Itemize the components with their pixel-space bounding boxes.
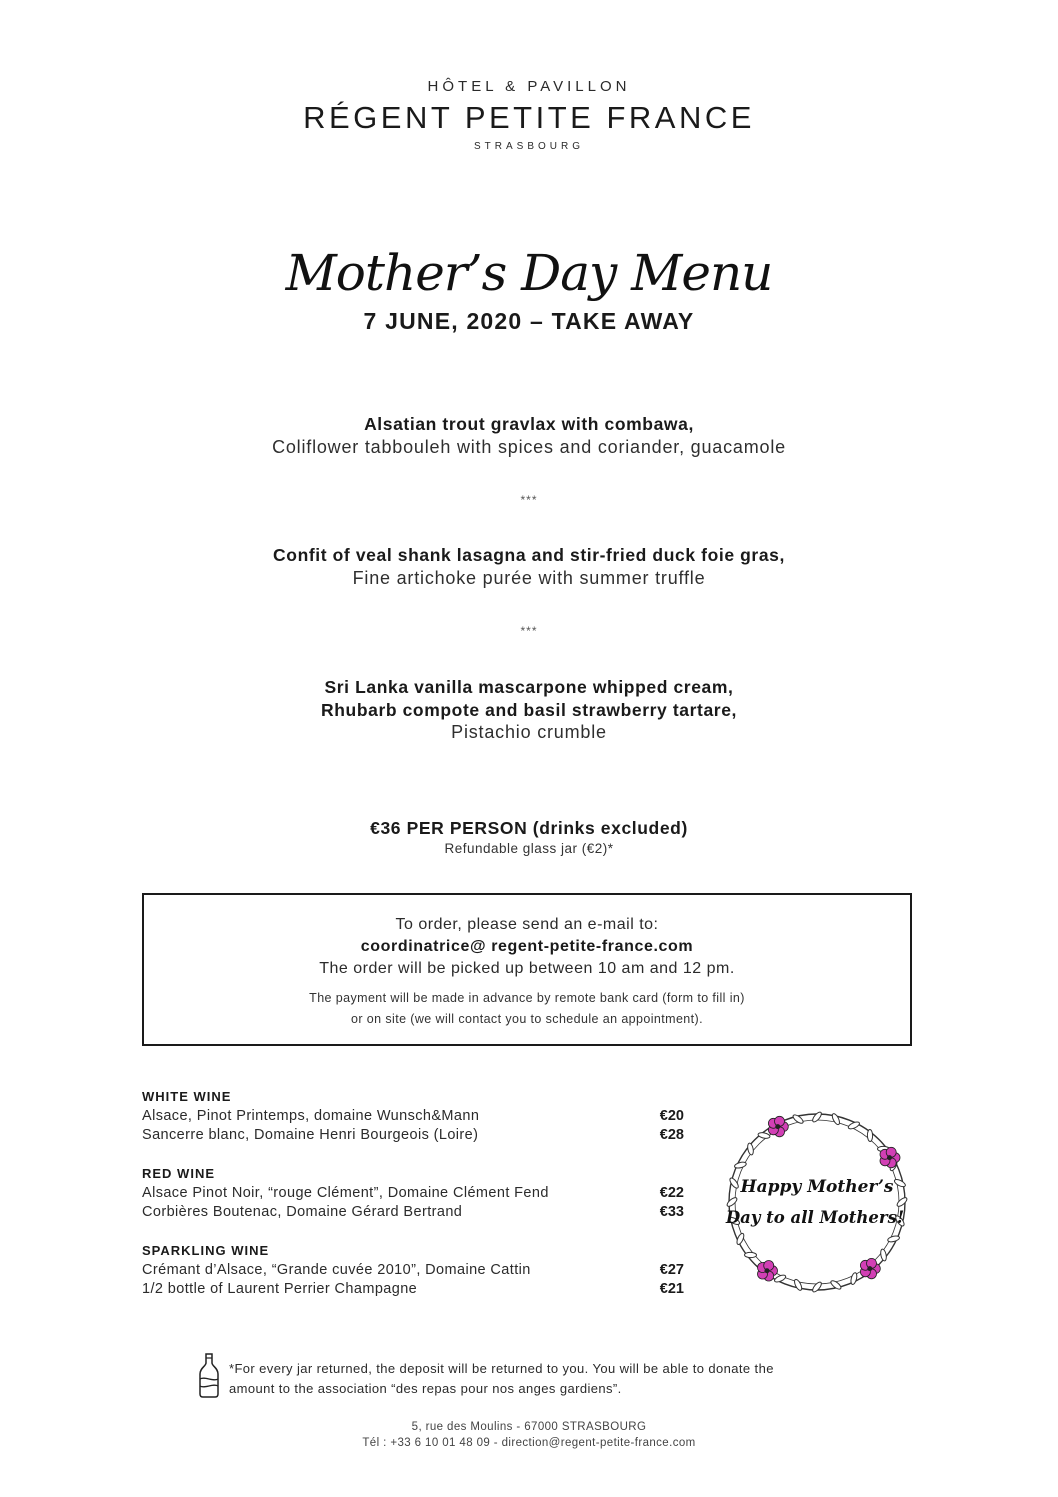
footnote-line1: *For every jar returned, the deposit will be returned to you. You will be able to donate the — [229, 1361, 774, 1376]
wreath-leaf — [793, 1278, 803, 1291]
wreath-text-line2: Day to all Mothers! — [725, 1208, 905, 1227]
dessert-title-line1: Sri Lanka vanilla mascarpone whipped cream, — [324, 677, 734, 697]
payment-info-line1: The payment will be made in advance by remote bank card (form to fill in) — [309, 991, 745, 1005]
bottle-icon — [196, 1352, 222, 1398]
wreath-leaf — [850, 1272, 858, 1285]
starter-title: Alsatian trout gravlax with combawa, — [364, 414, 694, 434]
course-separator: *** — [520, 624, 538, 638]
wreath-leaf — [896, 1196, 909, 1208]
starter-description: Coliflower tabbouleh with spices and coriander, guacamole — [272, 437, 786, 457]
wreath-leaf — [734, 1161, 747, 1169]
wreath-leaf — [747, 1143, 754, 1156]
payment-info-line2: or on site (we will contact you to schedule an appointment). — [351, 1012, 703, 1026]
wine-item-price: €20 — [659, 1108, 684, 1124]
wreath-leaf — [867, 1129, 872, 1141]
dessert-description: Pistachio crumble — [451, 722, 607, 742]
wreath-drawing — [712, 1102, 922, 1302]
wreath-leaf — [758, 1132, 771, 1139]
dessert-title-line2: Rhubarb compote and basil strawberry tartare, — [321, 700, 737, 720]
order-email-link[interactable]: coordinatrice@ regent-petite-france.com — [360, 938, 694, 955]
wreath-text-line1: Happy Mother’s — [740, 1177, 894, 1197]
logo-top-line: HÔTEL & PAVILLON — [427, 78, 631, 95]
wine-item-price: €22 — [659, 1185, 684, 1201]
wine-item-name: Sancerre blanc, Domaine Henri Bourgeois (Loire) — [142, 1127, 479, 1143]
wreath-leaf — [811, 1111, 823, 1124]
pickup-time: The order will be picked up between 10 am and 12 pm. — [319, 960, 735, 977]
logo-hotel-name: RÉGENT PETITE FRANCE — [303, 100, 755, 135]
wine-item-name: Crémant d’Alsace, “Grande cuvée 2010”, Domaine Cattin — [142, 1262, 531, 1278]
floral-wreath-icon — [712, 1102, 922, 1302]
wreath-leaf — [831, 1113, 841, 1126]
order-instruction: To order, please send an e-mail to: — [395, 916, 659, 933]
wreath-flower — [860, 1258, 880, 1278]
wine-item-price: €21 — [659, 1281, 684, 1297]
wine-item-price: €28 — [659, 1127, 684, 1143]
wine-item-name: 1/2 bottle of Laurent Perrier Champagne — [142, 1281, 418, 1297]
wreath-leaf — [726, 1196, 739, 1208]
wine-item-name: Corbières Boutenac, Domaine Gérard Bertrand — [142, 1204, 463, 1220]
sparkling-wine-heading: SPARKLING WINE — [142, 1243, 270, 1258]
address-line: 5, rue des Moulins - 67000 STRASBOURG — [411, 1421, 647, 1433]
order-info-box — [142, 893, 912, 1046]
logo-city: STRASBOURG — [473, 141, 584, 152]
main-course-description: Fine artichoke purée with summer truffle — [352, 568, 706, 588]
main-course-title: Confit of veal shank lasagna and stir-fried duck foie gras, — [273, 545, 785, 565]
wreath-leaf — [893, 1178, 906, 1188]
glass-jar-note: Refundable glass jar (€2)* — [444, 841, 614, 856]
page-subtitle: 7 JUNE, 2020 – TAKE AWAY — [363, 308, 695, 334]
wine-item-name: Alsace Pinot Noir, “rouge Clément”, Domaine Clément Fend — [142, 1185, 549, 1201]
wine-item-price: €33 — [659, 1204, 684, 1220]
wreath-leaf — [744, 1252, 756, 1257]
footnote-line2: amount to the association “des repas pour nos anges gardiens”. — [229, 1381, 622, 1396]
wreath-leaf — [811, 1281, 823, 1294]
contact-line[interactable]: Tél : +33 6 10 01 48 09 - direction@regent-petite-france.com — [362, 1437, 696, 1449]
wine-item-name: Alsace, Pinot Printemps, domaine Wunsch&Mann — [142, 1108, 480, 1124]
wreath-leaf — [880, 1249, 887, 1262]
wreath-flower — [758, 1261, 778, 1282]
red-wine-heading: RED WINE — [142, 1166, 215, 1181]
page-title: Mother’s Day Menu — [285, 244, 773, 302]
white-wine-heading: WHITE WINE — [142, 1089, 232, 1104]
wreath-leaf — [887, 1235, 900, 1243]
course-separator: *** — [520, 493, 538, 507]
price-per-person: €36 PER PERSON (drinks excluded) — [370, 818, 688, 838]
wine-item-price: €27 — [659, 1262, 684, 1278]
